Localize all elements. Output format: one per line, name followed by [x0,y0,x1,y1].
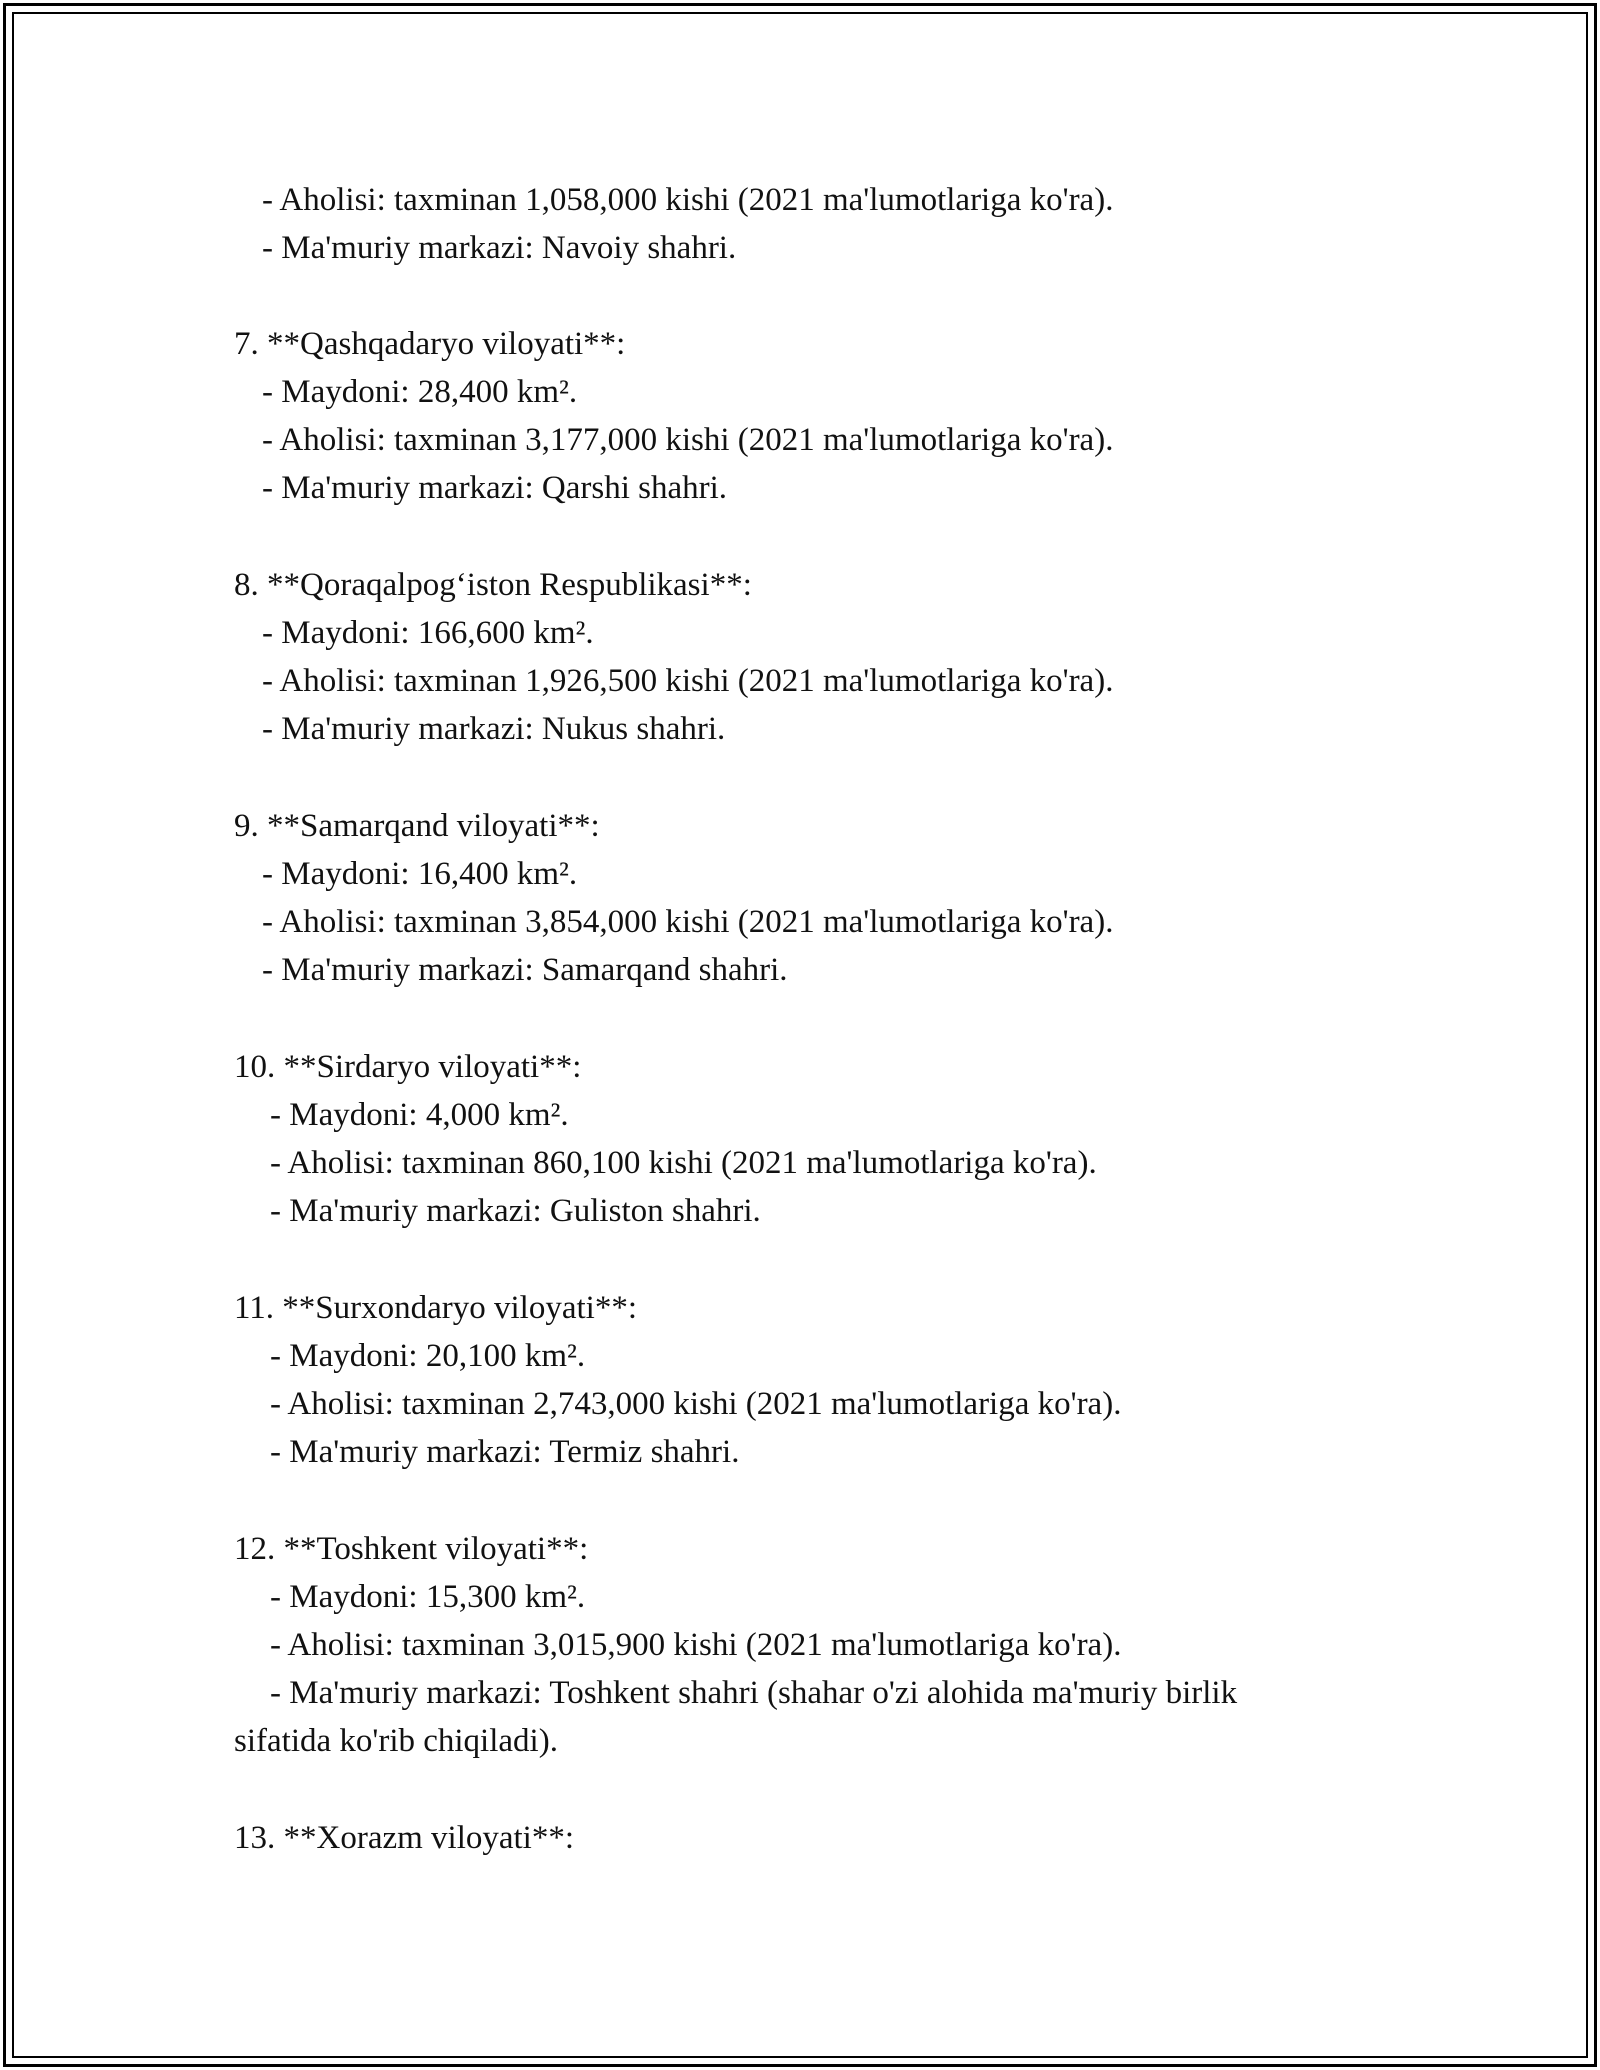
section-heading: 12. **Toshkent viloyati**: [234,1531,589,1567]
text-line: - Maydoni: 15,300 km². [270,1579,586,1615]
text-line: - Ma'muriy markazi: Termiz shahri. [270,1434,740,1470]
text-line: - Aholisi: taxminan 2,743,000 kishi (2021 ma'lumotlariga ko'ra). [270,1386,1122,1422]
text-line: - Aholisi: taxminan 1,058,000 kishi (2021 ma'lumotlariga ko'ra). [262,182,1114,218]
text-line: - Maydoni: 20,100 km². [270,1338,586,1374]
text-line: - Maydoni: 166,600 km². [262,615,594,651]
section-heading: 11. **Surxondaryo viloyati**: [234,1290,637,1326]
text-line: - Aholisi: taxminan 3,177,000 kishi (2021 ma'lumotlariga ko'ra). [262,422,1114,458]
text-line: - Aholisi: taxminan 1,926,500 kishi (2021 ma'lumotlariga ko'ra). [262,663,1114,699]
section-heading: 7. **Qashqadaryo viloyati**: [234,326,626,362]
text-line: - Ma'muriy markazi: Nukus shahri. [262,711,726,747]
text-line: - Ma'muriy markazi: Toshkent shahri (shahar o'zi alohida ma'muriy birlik [270,1675,1238,1711]
section-heading: 13. **Xorazm viloyati**: [234,1820,575,1856]
section-heading: 10. **Sirdaryo viloyati**: [234,1049,582,1085]
text-line: - Maydoni: 4,000 km². [270,1097,569,1133]
section-heading: 8. **Qoraqalpog‘iston Respublikasi**: [234,567,752,603]
text-line: - Ma'muriy markazi: Qarshi shahri. [262,470,728,506]
text-line: sifatida ko'rib chiqiladi). [234,1723,558,1759]
section-heading: 9. **Samarqand viloyati**: [234,808,600,844]
text-line: - Ma'muriy markazi: Samarqand shahri. [262,952,788,988]
text-line: - Maydoni: 16,400 km². [262,856,578,892]
text-line: - Aholisi: taxminan 3,854,000 kishi (2021 ma'lumotlariga ko'ra). [262,904,1114,940]
text-line: - Maydoni: 28,400 km². [262,374,578,410]
text-line: - Ma'muriy markazi: Navoiy shahri. [262,230,737,266]
text-line: - Aholisi: taxminan 860,100 kishi (2021 ma'lumotlariga ko'ra). [270,1145,1097,1181]
text-line: - Aholisi: taxminan 3,015,900 kishi (2021 ma'lumotlariga ko'ra). [270,1627,1122,1663]
text-line: - Ma'muriy markazi: Guliston shahri. [270,1193,761,1229]
